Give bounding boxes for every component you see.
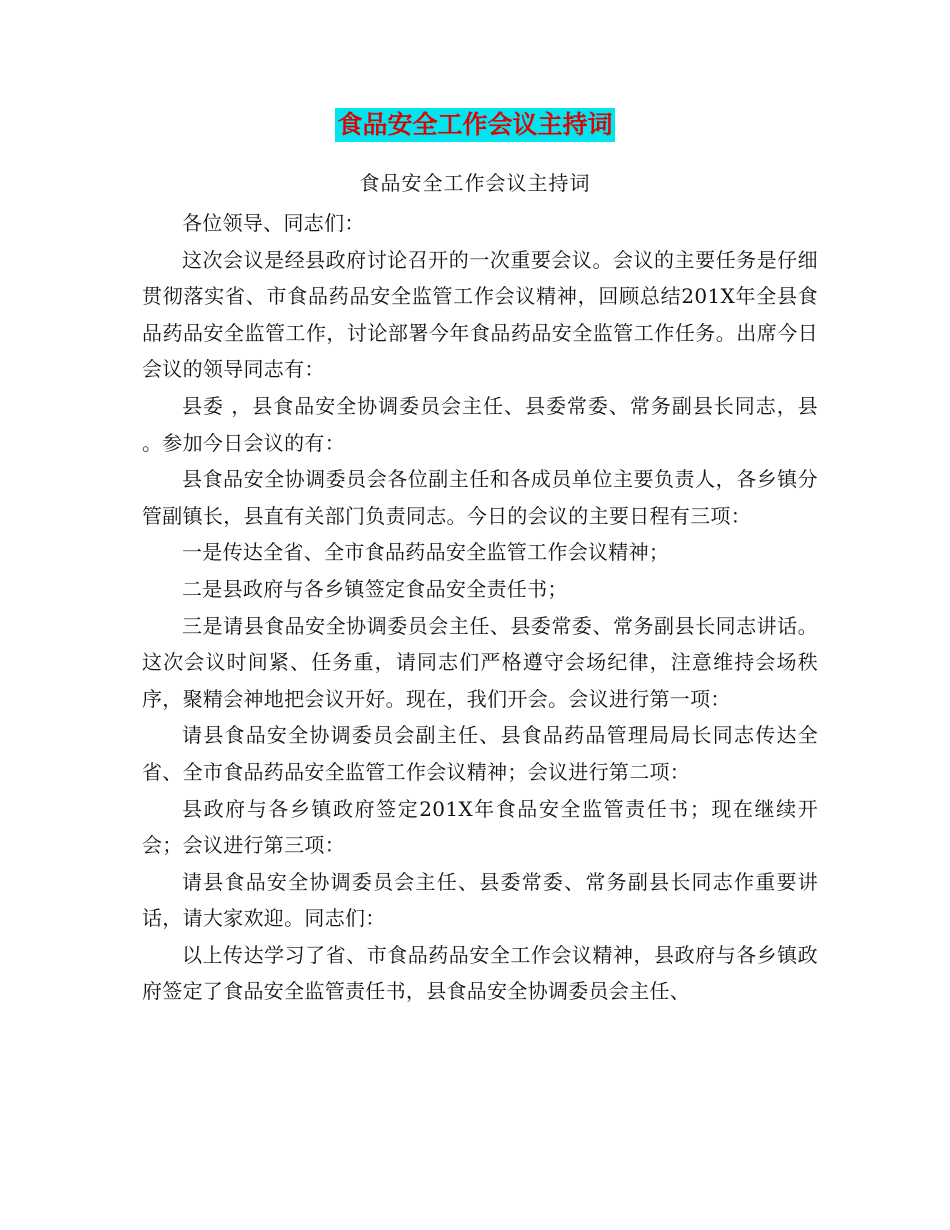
paragraph: 以上传达学习了省、市食品药品安全工作会议精神，县政府与各乡镇政府签定了食品安全监管责任书，县食品安全协调委员会主任、 bbox=[142, 942, 818, 1004]
paragraph: 县食品安全协调委员会各位副主任和各成员单位主要负责人，各乡镇分管副镇长，县直有关部门负责同志。今日的会议的主要日程有三项： bbox=[142, 467, 818, 528]
title-container bbox=[0, 108, 950, 142]
paragraph: 请县食品安全协调委员会副主任、县食品药品管理局局长同志传达全省、全市食品药品安全监管工作会议精神；会议进行第二项： bbox=[142, 723, 818, 784]
paragraph: 县政府与各乡镇政府签定201X年食品安全监管责任书；现在继续开会；会议进行第三项： bbox=[142, 796, 818, 858]
paragraph: 请县食品安全协调委员会主任、县委常委、常务副县长同志作重要讲话，请大家欢迎。同志们： bbox=[142, 869, 818, 931]
paragraph: 二是县政府与各乡镇签定食品安全责任书； bbox=[182, 576, 568, 601]
paragraph: 这次会议是经县政府讨论召开的一次重要会议。会议的主要任务是仔细贯彻落实省、市食品药品安全监管工作会议精神，回顾总结201X年全县食品药品安全监管工作，讨论部署今年食品药品安全监管工作任务。出席今日会议的领导同志有： bbox=[142, 247, 818, 382]
paragraph: 县委 ，县食品安全协调委员会主任、县委常委、常务副县长同志，县 。参加今日会议的有： bbox=[142, 393, 818, 455]
paragraph: 各位领导、同志们： bbox=[182, 211, 365, 235]
document-subtitle: 食品安全工作会议主持词 bbox=[359, 171, 591, 195]
document-body bbox=[142, 205, 818, 1010]
document-title: 食品安全工作会议主持词 bbox=[335, 108, 614, 142]
paragraph: 三是请县食品安全协调委员会主任、县委常委、常务副县长同志讲话。这次会议时间紧、任务重，请同志们严格遵守会场纪律，注意维持会场秩序，聚精会神地把会议开好。现在，我们开会。会议进行第一项： bbox=[142, 613, 818, 711]
paragraph: 一是传达全省、全市食品药品安全监管工作会议精神； bbox=[182, 540, 670, 565]
